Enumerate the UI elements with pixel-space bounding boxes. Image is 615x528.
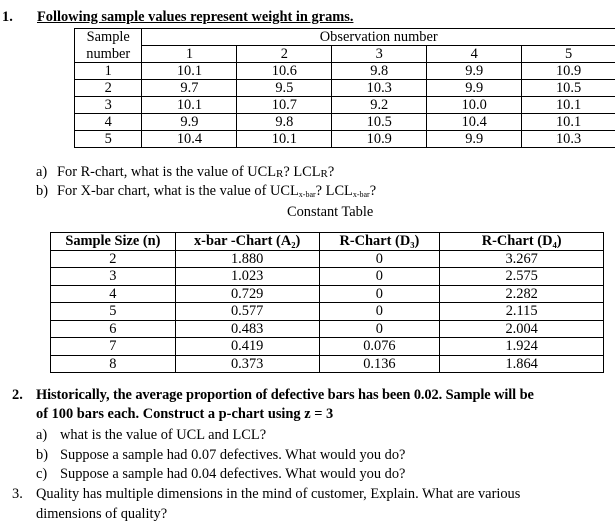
q1-part-b-sub2: x-bar xyxy=(352,190,370,199)
cell: 0.483 xyxy=(175,320,319,338)
cell: 1.023 xyxy=(175,268,319,286)
obs-col-header: 3 xyxy=(332,46,427,63)
obs-col-header: 4 xyxy=(427,46,522,63)
q2-part-c-text: Suppose a sample had 0.04 defectives. What would you do? xyxy=(60,466,406,482)
cell: 10.9 xyxy=(522,63,615,80)
table-row xyxy=(51,338,604,356)
cell: 9.8 xyxy=(332,63,427,80)
table-row xyxy=(75,114,615,131)
cell: 10.5 xyxy=(332,114,427,131)
header-a2: x-bar -Chart (A₂) xyxy=(175,233,319,251)
q1-part-a-main: For R-chart, what is the value of UCL xyxy=(57,164,277,180)
cell: 10.4 xyxy=(427,114,522,131)
cell: 1.924 xyxy=(440,338,604,356)
q3-number: 3. xyxy=(12,486,23,502)
cell: 0.136 xyxy=(319,355,440,373)
cell: 2.115 xyxy=(440,303,604,321)
cell: 1.864 xyxy=(440,355,604,373)
cell: 10.1 xyxy=(522,97,615,114)
cell: 0.577 xyxy=(175,303,319,321)
sample-number: 4 xyxy=(75,114,142,131)
q1-part-a-sub1: R xyxy=(276,168,284,180)
cell: 3 xyxy=(51,268,176,286)
table-row xyxy=(51,268,604,286)
table-row xyxy=(75,97,615,114)
q1-title: Following sample values represent weight in grams. xyxy=(37,9,354,25)
cell: 10.9 xyxy=(332,131,427,148)
table-row xyxy=(75,131,615,148)
cell: 9.9 xyxy=(427,131,522,148)
cell: 7 xyxy=(51,338,176,356)
constant-table-caption: Constant Table xyxy=(287,204,374,220)
q1-part-a-mid: ? LCL xyxy=(283,164,321,180)
cell: 10.5 xyxy=(522,80,615,97)
table-row xyxy=(51,250,604,268)
cell: 0.729 xyxy=(175,285,319,303)
q1-part-b-main: For X-bar chart, what is the value of UCL xyxy=(57,183,299,199)
cell: 0 xyxy=(319,250,440,268)
cell: 2 xyxy=(51,250,176,268)
cell: 10.7 xyxy=(237,97,332,114)
sample-header-top: Sample xyxy=(75,29,142,46)
cell: 10.4 xyxy=(142,131,237,148)
q1-part-b-mid: ? LCL xyxy=(315,183,353,199)
cell: 9.5 xyxy=(237,80,332,97)
q1-part-b-label: b) xyxy=(36,183,48,199)
cell: 6 xyxy=(51,320,176,338)
cell: 4 xyxy=(51,285,176,303)
cell: 10.3 xyxy=(522,131,615,148)
cell: 10.0 xyxy=(427,97,522,114)
constant-table xyxy=(50,232,604,373)
q1-number: 1. xyxy=(2,9,13,25)
cell: 10.6 xyxy=(237,63,332,80)
cell: 0 xyxy=(319,303,440,321)
header-sample-size: Sample Size (n) xyxy=(51,233,176,251)
table-row xyxy=(51,303,604,321)
cell: 9.9 xyxy=(142,114,237,131)
obs-col-header: 1 xyxy=(142,46,237,63)
q2-number: 2. xyxy=(12,387,23,403)
cell: 0 xyxy=(319,268,440,286)
table-row xyxy=(51,285,604,303)
cell: 2.282 xyxy=(440,285,604,303)
sample-number: 5 xyxy=(75,131,142,148)
cell: 2.575 xyxy=(440,268,604,286)
cell: 2.004 xyxy=(440,320,604,338)
q3-line1: Quality has multiple dimensions in the mind of customer, Explain. What are various xyxy=(36,486,521,502)
table-row xyxy=(75,80,615,97)
cell: 10.3 xyxy=(332,80,427,97)
q2-part-b-label: b) xyxy=(36,447,48,463)
cell: 0.076 xyxy=(319,338,440,356)
q1-part-a-text xyxy=(57,165,334,180)
obs-col-header: 5 xyxy=(522,46,615,63)
q2-part-a-text: what is the value of UCL and LCL? xyxy=(60,427,267,443)
table-row xyxy=(51,355,604,373)
q2-part-b-text: Suppose a sample had 0.07 defectives. What would you do? xyxy=(60,447,406,463)
sample-number: 2 xyxy=(75,80,142,97)
obs-col-header: 2 xyxy=(237,46,332,63)
q1-part-a-end: ? xyxy=(327,164,335,180)
cell: 10.1 xyxy=(142,63,237,80)
cell: 9.2 xyxy=(332,97,427,114)
q2-part-c-label: c) xyxy=(36,466,48,482)
cell: 9.9 xyxy=(427,63,522,80)
q2-line1: Historically, the average proportion of defective bars has been 0.02. Sample will be xyxy=(36,387,534,403)
cell: 9.7 xyxy=(142,80,237,97)
cell: 5 xyxy=(51,303,176,321)
cell: 8 xyxy=(51,355,176,373)
q2-line2: of 100 bars each. Construct a p-chart using z = 3 xyxy=(36,406,334,422)
cell: 0 xyxy=(319,285,440,303)
q2-part-a-label: a) xyxy=(36,427,48,443)
cell: 10.1 xyxy=(522,114,615,131)
q1-part-b-end: ? xyxy=(369,183,377,199)
sample-header-bottom: number xyxy=(75,46,142,63)
cell: 10.1 xyxy=(237,131,332,148)
q1-part-a-sub2: R xyxy=(320,168,328,180)
q1-part-b-text xyxy=(57,184,376,199)
cell: 0.419 xyxy=(175,338,319,356)
header-d4: R-Chart (D₄) xyxy=(440,233,604,251)
cell: 3.267 xyxy=(440,250,604,268)
observation-table xyxy=(74,28,615,148)
q1-part-a-label: a) xyxy=(36,164,48,180)
observation-header: Observation number xyxy=(142,29,615,46)
cell: 10.1 xyxy=(142,97,237,114)
cell: 0 xyxy=(319,320,440,338)
sample-number: 3 xyxy=(75,97,142,114)
cell: 9.9 xyxy=(427,80,522,97)
table-row xyxy=(75,63,615,80)
cell: 1.880 xyxy=(175,250,319,268)
header-d3: R-Chart (D₃) xyxy=(319,233,440,251)
table-row xyxy=(51,320,604,338)
q1-part-b-sub1: x-bar xyxy=(298,190,316,199)
cell: 9.8 xyxy=(237,114,332,131)
cell: 0.373 xyxy=(175,355,319,373)
sample-number: 1 xyxy=(75,63,142,80)
q3-line2: dimensions of quality? xyxy=(36,506,168,522)
